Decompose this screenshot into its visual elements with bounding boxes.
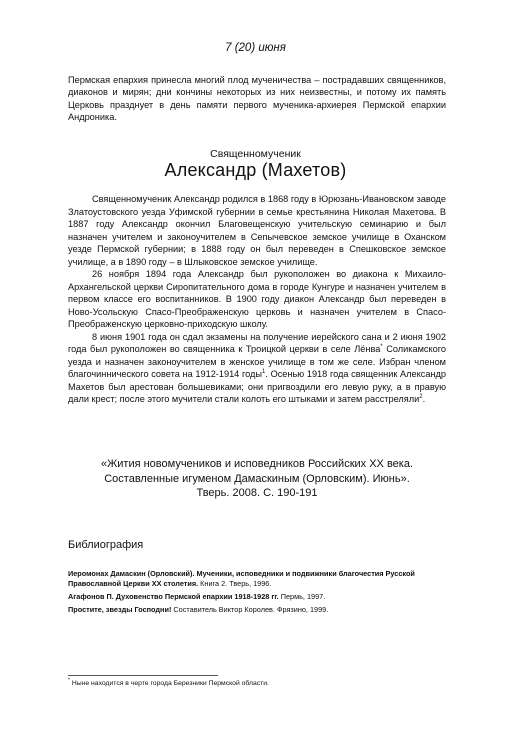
biography-paragraph-2 [68, 268, 446, 331]
biography-paragraph-3-text-c: . Осенью 1918 года священник Александр Махетов был арестован большевиками; они пригвоздили его левую руку, а в правую дали крест; после этого мучители стали колоть его штыками и затем расстреляли [68, 369, 447, 404]
bibliography-entry-title: Иеромонах Дамаскин (Орловский). Мученики, исповедники и подвижники благочестия Русской Православной Церкви XX столетия. [68, 569, 415, 588]
footnote-marker-asterisk[interactable]: * [380, 343, 383, 350]
footnote-mark: * [68, 677, 70, 684]
footnote-divider [68, 675, 218, 676]
biography-body [68, 193, 446, 406]
biography-paragraph-3-text-d: . [422, 394, 426, 404]
saint-name: Александр (Махетов) [164, 160, 347, 180]
biography-paragraph-3-text-a: 8 июня 1901 года он сдал экзамены на получение иерейского сана и 2 июня 1902 года был рукоположен во священника к Троицкой церкви в селе Лёнва [68, 331, 446, 354]
footnote-marker-2[interactable]: 2 [419, 393, 423, 400]
biography-paragraph-1: Священномученик Александр родился в 1868 году в Юрюзань-Ивановском заводе Златоустовского уезда Уфимской губернии в семье крестьянина Николая Махетова. В 1887 году Александр окончил Благовещенскую учительскую семинарию и был назначен учителем и законоучителем в Сепычевское земское училище в Оханском уезде Пермской губернии; в 1888 году он был переведен в Спешковское земское училище, а в 1890 году – в Шлыковское земское училище. [68, 194, 446, 267]
biography-paragraph-3 [68, 331, 446, 406]
saint-rank: Священномученик [210, 148, 301, 160]
footnote [68, 679, 446, 688]
source-line-2: Составленные игуменом Дамаскиным (Орловским). Июнь». [104, 472, 410, 485]
bibliography-entry [68, 605, 446, 615]
biography-paragraph-2-text: 26 ноября 1894 года Александр был рукоположен во диакона к Михаило-Архангельской церкви Сиропитательного дома в городе Кунгуре и назначен учителем в первом классе его воспитанников. В 1900 году диакон Александр был переведен в Ново-Усольскую Спасо-Преображенскую церковь и назначен учителем в Спасо-Преображенскую церковно-приходскую школу. [68, 269, 446, 329]
source-citation [68, 457, 446, 501]
bibliography-heading: Библиография [68, 539, 144, 551]
footnote-marker-1[interactable]: 1 [262, 368, 266, 375]
bibliography-entry-title: Агафонов П. Духовенство Пермской епархии 1918-1928 гг. [68, 592, 279, 601]
commemoration-date: 7 (20) июня [225, 42, 286, 54]
source-line-3: Тверь. 2008. С. 190-191 [196, 487, 318, 499]
source-line-1: «Жития новомучеников и исповедников Российских XX века. [100, 458, 414, 470]
bibliography-entry-title: Простите, звезды Господни! [68, 605, 172, 614]
bibliography-entry-details: Книга 2. Тверь, 1996. [198, 579, 272, 588]
footnote-text: Ныне находится в черте города Березники Пермской области. [69, 680, 269, 687]
bibliography-entry [68, 569, 446, 589]
biography-paragraph-3-text-b: Соликамского уезда и назначен законоучителем в женское училище в том же селе. Избран членом благочиннического совета на 1912-1914 годы [68, 344, 447, 379]
bibliography-entry-details: Составитель Виктор Королев. Фрязино, 1999. [171, 605, 329, 614]
intro-paragraph: Пермская епархия принесла многий плод мученичества – пострадавших священников, диаконов и мирян; дни кончины некоторых из них неизвестны, и потому их память Церковь празднует в день памяти первого мученика-архиерея Пермской епархии Андроника. [68, 75, 446, 123]
bibliography-list [68, 569, 446, 618]
bibliography-entry-details: Пермь, 1997. [278, 592, 326, 601]
bibliography-entry [68, 592, 446, 602]
